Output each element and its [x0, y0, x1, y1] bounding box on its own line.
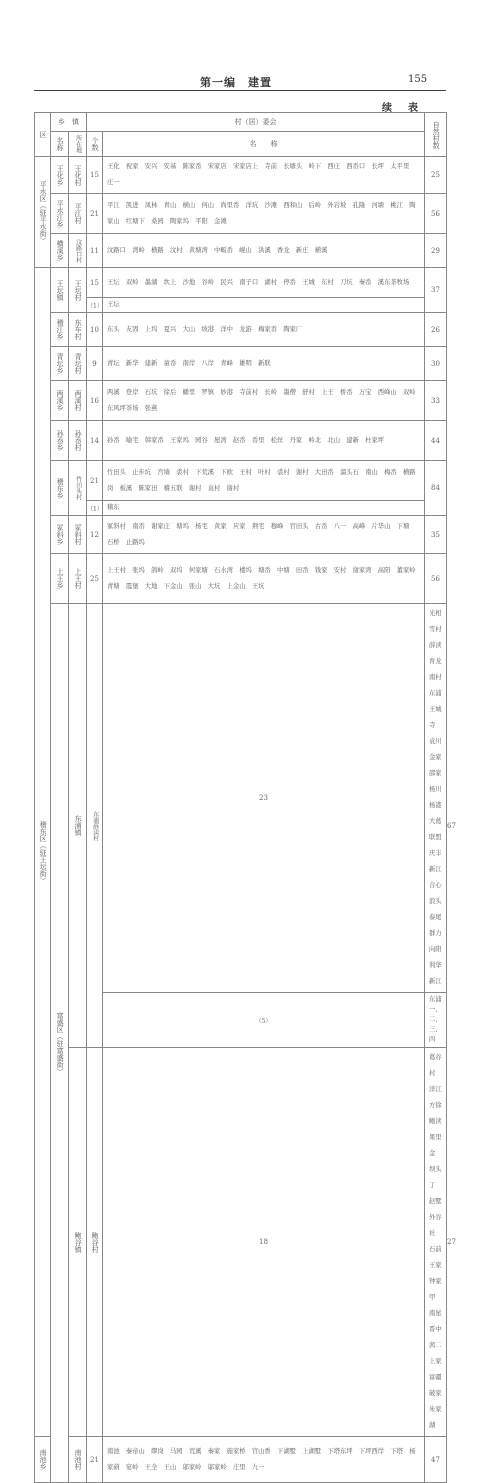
district-cell: 稽东区（驻王坛街）: [35, 268, 51, 1437]
village-count-cell: 16: [87, 381, 103, 421]
village-count-cell: 10: [87, 313, 103, 347]
town-name-cell: 王化乡: [51, 157, 69, 194]
villages-cell: 竹田头 止步坑 宫墙 裘村 下荒溪 下欧 王村 叶村 裘村 谢村 大田岙 溜头石 南山 梅岙 横路岗 板溪 陈家田 稽五联 谢村 袁村 谢村: [103, 461, 425, 501]
village-count-cell: 21: [87, 1437, 103, 1483]
town-name-cell: 稽江乡: [51, 313, 69, 347]
natural-count-cell: 35: [425, 516, 447, 554]
natural-count-cell: 44: [425, 421, 447, 461]
subtotal-marker-cell: （1）: [87, 298, 103, 313]
villages-cell: 冢斜村 南岙 谢家庄 塘坞 杨宅 黄家 应家 荆宅 穆峰 官田头 古岙 八一 高峰 片华山 下塘 石桥 止路坞: [103, 516, 425, 554]
town-seat-cell: 王化村: [69, 157, 87, 194]
table-row: [35, 461, 447, 501]
table-row: [35, 313, 447, 347]
town-group-header: 乡 镇: [51, 113, 87, 132]
district-cell: 富盛区（驻富盛街）: [51, 604, 69, 1483]
village-count-cell: 9: [87, 347, 103, 381]
town-name-cell: 孙岙乡: [51, 421, 69, 461]
villages-cell: 东头 友固 上坞 夏兴 大山 坡港 洋中 龙游 梅家岙 陶家厂: [103, 313, 425, 347]
town-seat-cell: 鲍谷村: [87, 1048, 103, 1437]
village-count-cell: 11: [87, 234, 103, 268]
town-seat-cell: 东浦薛渎村: [87, 604, 103, 1048]
villages-cell: 平江 凯进 凤林 青山 横山 何山 尚里岙 洋坑 沙滩 西和山 后岭 外岩坡 孔隆 河塘 桃江 陶家山 红塘下 桑园 陶家坞 平阳 金滩: [103, 194, 425, 234]
table-row: [35, 157, 447, 194]
village-count-cell: 21: [87, 461, 103, 501]
table-row: 富盛区（驻富盛街） 东浦镇 东浦薛渎村 23 光相 雪村 薛渎 育龙 南村 东浦 王城寺 袁川 金家 邵家 杨川 杨港 大葛 联盟 庆丰 新江 合心 浪头 泰尾 群力 向阳 利华 新江 67: [35, 604, 447, 993]
town-seat-cell: 两溪村: [69, 381, 87, 421]
village-count-cell: 21: [87, 194, 103, 234]
village-count-header: 个数: [87, 132, 103, 157]
district-cell: 平水区（驻平水街）: [35, 157, 51, 268]
natural-count-cell: 56: [425, 194, 447, 234]
town-seat-cell: 南池村: [69, 1437, 87, 1483]
town-name-cell: 上王乡: [51, 554, 69, 604]
continued-table-label: 续 表: [382, 103, 421, 114]
natural-count-cell: 30: [425, 347, 447, 381]
villages-cell: 葛谷村 洋江 方徐 鲍渎 果里金 坝头丁 赵墅 外谷社 石前 王家 钟家甲 南星 晋中 茜二 上家 富疆 破家 朱家湖: [425, 1048, 447, 1437]
village-count-cell: 15: [87, 157, 103, 194]
table-row: [35, 554, 447, 604]
town-seat-cell: 东车村: [69, 313, 87, 347]
village-count-cell: 18: [103, 1048, 425, 1437]
village-count-cell: 15: [87, 268, 103, 298]
table-row: [35, 421, 447, 461]
town-name-cell: 两溪乡: [51, 381, 69, 421]
village-count-cell: 12: [87, 516, 103, 554]
town-seat-cell: 竹田头村: [69, 461, 87, 516]
town-name-header: 名称: [51, 132, 69, 157]
villages-cell: 青坛 新华 建新 童岙 南岸 八岸 青峰 雄明 新联: [103, 347, 425, 381]
villages-cell: 两溪 登岸 石坑 徐后 蟠里 罗镇 妙港 寺前村 长岭 墨僧 舒村 上王 桥岙 万宝 西峰山 双岭 东风坪茶场 张燕: [103, 381, 425, 421]
villages-cell: 稽东: [103, 501, 425, 516]
natural-count-cell: 84: [425, 461, 447, 516]
villages-cell: 光相 雪村 薛渎 育龙 南村 东浦 王城寺 袁川 金家 邵家 杨川 杨港 大葛 联盟 庆丰 新江 合心 浪头 泰尾 群力 向阳 利华 新江: [425, 604, 447, 993]
town-seat-cell: 汶路口村: [69, 234, 87, 268]
page-number: 155: [408, 74, 428, 85]
villages-cell: 王坛: [103, 298, 425, 313]
table-row: [35, 298, 447, 313]
town-seat-cell: 王坛村: [69, 268, 87, 313]
town-name-cell: 平水江乡: [51, 194, 69, 234]
natural-count-cell: 37: [425, 268, 447, 313]
villages-cell: 孙岙 喻宅 韩家岙 王家坞 园谷 屋湾 赵岙 岙里 松丝 丹家 岭北 北山 建新 杜家坪: [103, 421, 425, 461]
villages-cell: 王化 祝家 安兴 安基 陈家岙 宋家店 宋家店上 寺前 长塘头 岭下 西庄 西岙口 长坪 太平里 庄一: [103, 157, 425, 194]
villages-cell: 汶路口 湾岭 横路 汶村 黄塘湾 中畈岙 岘山 洪溪 香龙 新庄 横溪: [103, 234, 425, 268]
table-row: [35, 501, 447, 516]
villages-cell: 南池 秦帝山 缪岗 马园 荒溪 秦家 施家桥 官山香 下湖墅 上湖墅 下塔东坪 下坪西岸 下塔 杨家葫 宴岭 王全 王山 邬家岭 邬家岭 庄里 九一: [103, 1437, 425, 1483]
town-name-cell: 东浦镇: [69, 604, 87, 1048]
subtotal-marker-cell: （1）: [87, 501, 103, 516]
town-seat-cell: 孙岙村: [69, 421, 87, 461]
natural-count-cell: 25: [425, 157, 447, 194]
header-chapter-title: 第一编 建置: [200, 76, 272, 89]
table-row: [35, 1437, 447, 1483]
town-name-cell: 南池乡: [35, 1437, 51, 1483]
table-row: [35, 194, 447, 234]
village-committee-table: [34, 112, 456, 1483]
villages-cell: 东浦一、二、三、四: [425, 993, 447, 1048]
table-row: [35, 268, 447, 298]
table-row: [35, 234, 447, 268]
town-seat-header: 所在地: [69, 132, 87, 157]
villages-name-header: 名 称: [103, 132, 425, 157]
town-name-cell: 王坛镇: [51, 268, 69, 313]
town-seat-cell: 冢斜村: [69, 516, 87, 554]
natural-count-cell: 26: [425, 313, 447, 347]
town-name-cell: 青坛乡: [51, 347, 69, 381]
natural-count-cell: 29: [425, 234, 447, 268]
village-count-cell: 23: [103, 604, 425, 993]
town-name-cell: 稽东乡: [51, 461, 69, 516]
town-name-cell: 横溪乡: [51, 234, 69, 268]
natural-count-cell: 56: [425, 554, 447, 604]
natural-count-cell: 33: [425, 381, 447, 421]
villages-cell: 上王村 张坞 鸽岭 双坞 何家塘 石水湾 楼坞 塘岙 中塘 田岙 钱家 安村 谢家湾 高阳 董家岭 青塘 霞堡 大地 下金山 张山 大坑 上金山 王坑: [103, 554, 425, 604]
table-row: [35, 347, 447, 381]
header-rule: [34, 90, 446, 91]
village-count-cell: 25: [87, 554, 103, 604]
table-row: [35, 381, 447, 421]
town-name-cell: 冢斜乡: [51, 516, 69, 554]
town-name-cell: 鲍谷镇: [69, 1048, 87, 1437]
natural-count-cell: 47: [425, 1437, 447, 1483]
village-count-cell: 14: [87, 421, 103, 461]
town-seat-cell: 上王村: [69, 554, 87, 604]
town-seat-cell: 青坛村: [69, 347, 87, 381]
town-seat-cell: 平江村: [69, 194, 87, 234]
table-row: [35, 516, 447, 554]
table-row: 鲍谷镇 鲍谷村 18 葛谷村 洋江 方徐 鲍渎 果里金 坝头丁 赵墅 外谷社 石前 王家 钟家甲 南星 晋中 茜二 上家 富疆 破家 朱家湖 27: [35, 1048, 447, 1437]
villages-group-header: 村（居）委会: [87, 113, 425, 132]
villages-cell: 王坛 双岭 墨湖 坎上 沙地 谷岭 民兴 南子口 湖村 停岙 王城 东村 刀坑 秦岙 溪东茶牧场: [103, 268, 425, 298]
subtotal-marker-cell: （5）: [103, 993, 425, 1048]
natural-villages-header: 自然村数: [425, 113, 447, 157]
district-header: 区: [35, 113, 51, 157]
